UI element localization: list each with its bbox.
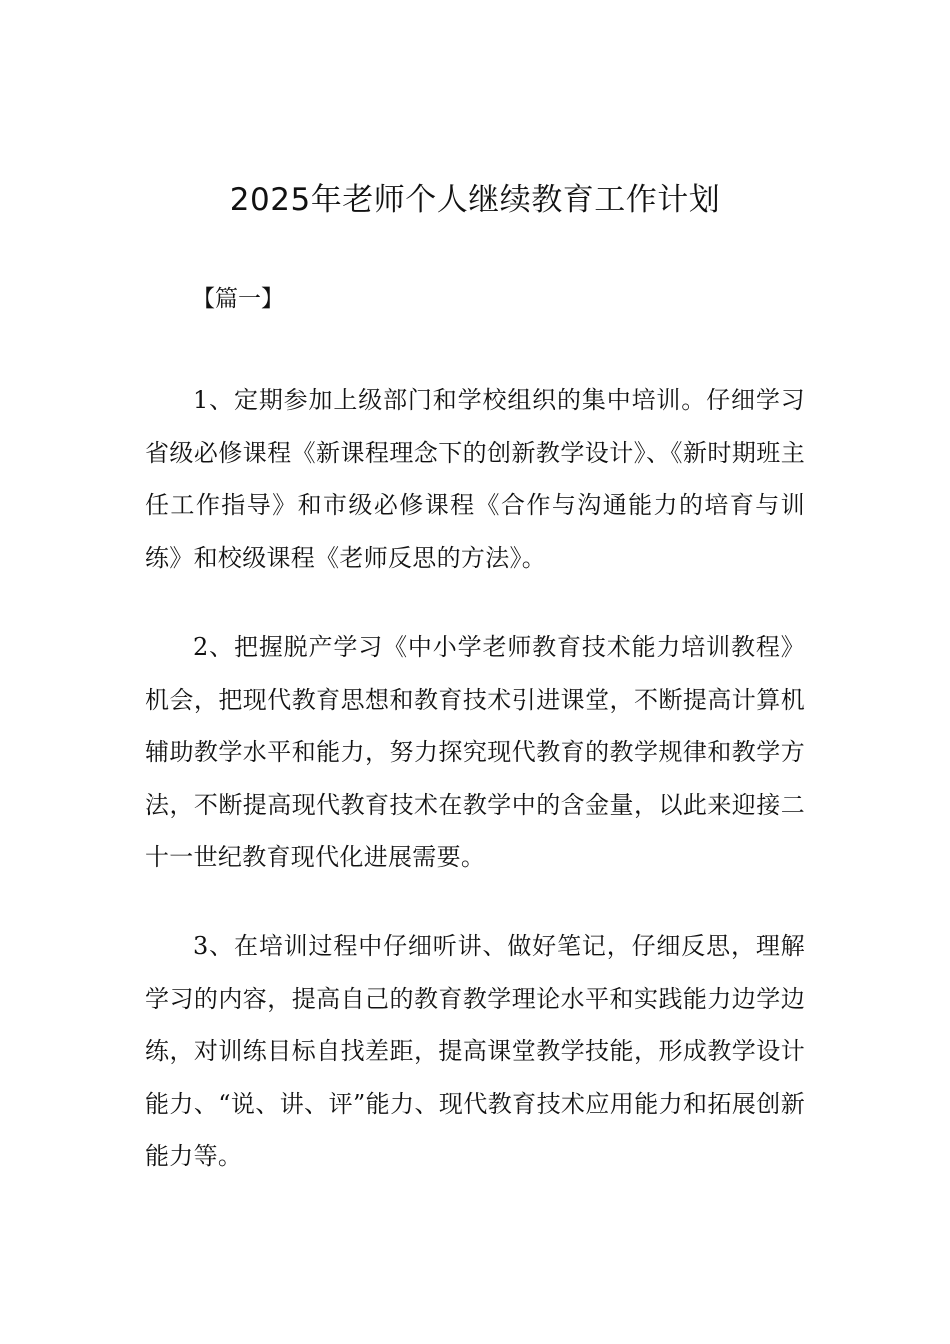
document-title: 2025年老师个人继续教育工作计划 [229, 182, 721, 218]
section-label: 【篇一】 [192, 286, 284, 312]
paragraph-1: 1、定期参加上级部门和学校组织的集中培训。仔细学习省级必修课程《新课程理念下的创新教学设计》、《新时期班主任工作指导》和市级必修课程《合作与沟通能力的培育与训练》和校级课程《老师反思的方法》。 [145, 386, 805, 572]
paragraph-3: 3、在培训过程中仔细听讲、做好笔记，仔细反思，理解学习的内容，提高自己的教育教学理论水平和实践能力边学边练，对训练目标自找差距，提高课堂教学技能，形成教学设计能力、“说、讲、评”能力、现代教育技术应用能力和拓展创新能力等。 [145, 932, 805, 1170]
paragraph-2: 2、把握脱产学习《中小学老师教育技术能力培训教程》机会，把现代教育思想和教育技术引进课堂，不断提高计算机辅助教学水平和能力，努力探究现代教育的教学规律和教学方法，不断提高现代教育技术在教学中的含金量，以此来迎接二十一世纪教育现代化进展需要。 [145, 633, 805, 871]
